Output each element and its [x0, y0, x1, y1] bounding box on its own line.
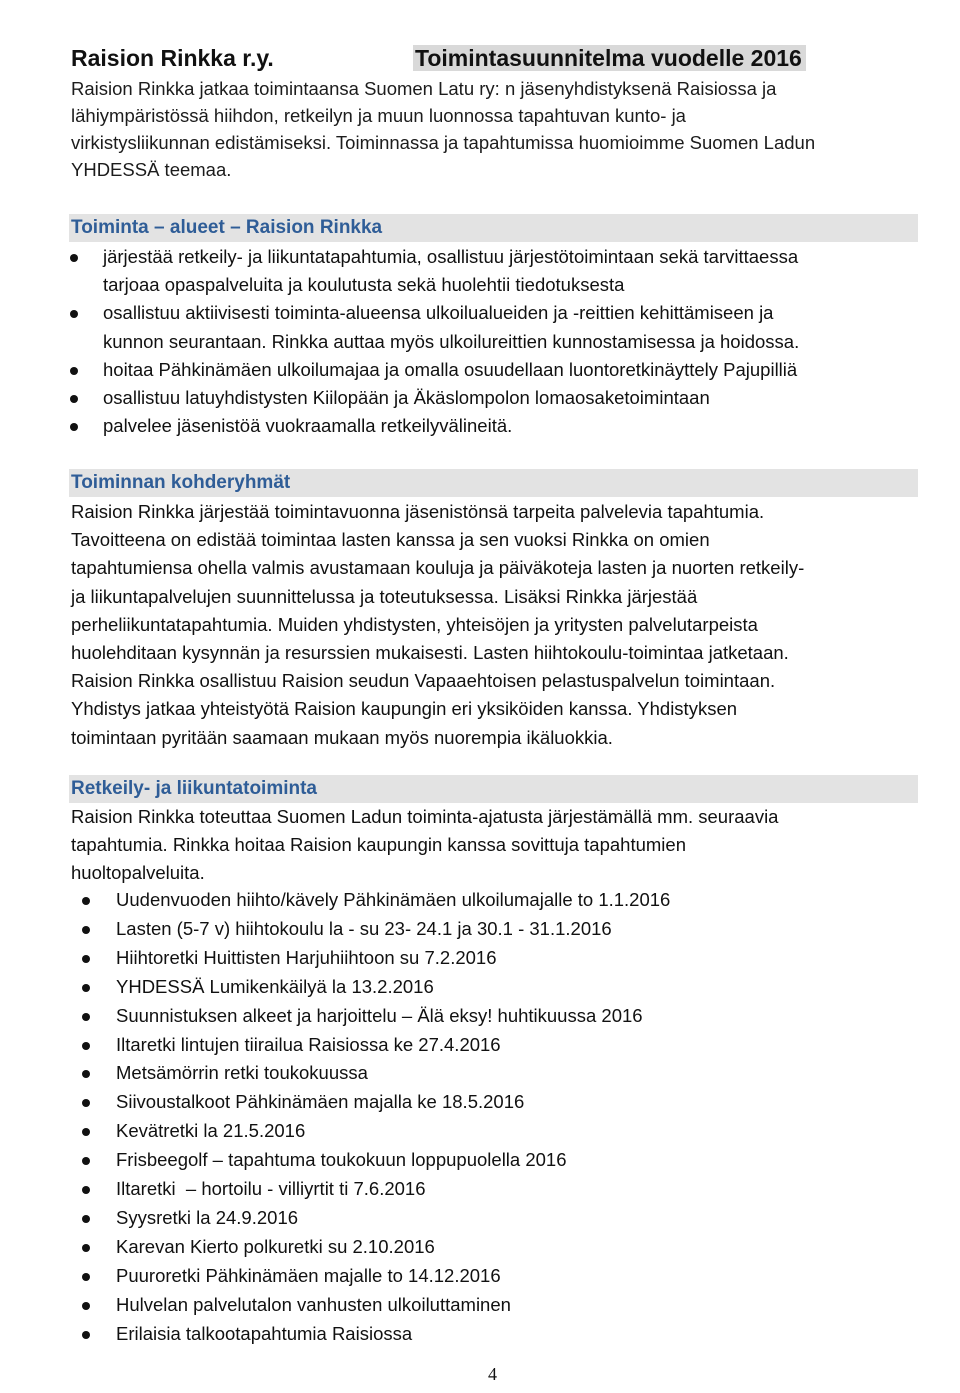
page-number: 4 — [488, 1364, 497, 1384]
list-item-line: kunnon seurantaan. Rinkka auttaa myös ulkoilureittien kunnostamisessa ja hoidossa. — [103, 330, 800, 352]
bullet-icon — [82, 1157, 90, 1165]
paragraph-line: Raision Rinkka osallistuu Raision seudun Vapaaehtoisen pelastuspalvelun toimintaan. — [71, 670, 776, 692]
list-item — [70, 299, 930, 355]
event-item — [82, 1233, 670, 1262]
event-label: Kevätretki la 21.5.2016 — [116, 1120, 306, 1142]
event-item — [82, 1146, 670, 1175]
event-item — [82, 1117, 670, 1146]
bullet-icon — [82, 926, 90, 934]
bullet-icon — [70, 367, 78, 375]
paragraph-line: ja liikuntapalvelujen suunnittelussa ja toteutuksessa. Lisäksi Rinkka järjestää — [71, 585, 698, 607]
list-item-line: järjestää retkeily- ja liikuntatapahtumia, osallistuu järjestötoimintaan sekä tarvittaessa — [103, 246, 799, 267]
paragraph-line: tapahtumia. Rinkka hoitaa Raision kaupungin kanssa sovittuja tapahtumien — [71, 834, 686, 856]
intro-line: YHDESSÄ teemaa. — [71, 159, 232, 180]
event-label: Puuroretki Pähkinämäen majalle to 14.12.2016 — [116, 1264, 501, 1286]
event-label: Iltaretki – hortoilu - villiyrtit ti 7.6.2016 — [116, 1178, 426, 1200]
list-item-line: osallistuu latuyhdistysten Kiilopään ja Äkäslompolon lomaosaketoimintaan — [103, 387, 710, 409]
event-label: Erilaisia talkootapahtumia Raisiossa — [116, 1322, 413, 1344]
intro-paragraph — [71, 75, 931, 183]
bullet-icon — [82, 1042, 90, 1050]
list-item-line: palvelee jäsenistöä vuokraamalla retkeilyvälineitä. — [103, 415, 513, 437]
paragraph-line: huoltopalveluita. — [71, 862, 205, 884]
bullet-icon — [82, 1099, 90, 1107]
paragraph-line: Raision Rinkka toteuttaa Suomen Ladun toiminta-ajatusta järjestämällä mm. seuraavia — [71, 806, 779, 827]
list-item-line: osallistuu aktiivisesti toiminta-alueensa ulkoilualueiden ja -reittien kehittämiseen ja — [103, 302, 774, 324]
event-item — [82, 886, 670, 915]
bullet-icon — [70, 310, 78, 318]
event-label: Suunnistuksen alkeet ja harjoittelu – Älä eksy! huhtikuussa 2016 — [116, 1004, 643, 1026]
event-item — [82, 1291, 670, 1320]
paragraph-line: perheliikuntatapahtumia. Muiden yhdistysten, yhteisöjen ja yritysten palvelutarpeista — [71, 613, 758, 635]
event-label: Metsämörrin retki toukokuussa — [116, 1062, 368, 1084]
event-item — [82, 973, 670, 1002]
section-heading-toiminta-alueet: Toiminta – alueet – Raision Rinkka — [69, 214, 918, 242]
bullet-icon — [70, 395, 78, 403]
list-item-line: tarjoaa opaspalveluita ja koulutusta sekä huolehtii tiedotuksesta — [103, 274, 625, 296]
bullet-icon — [82, 955, 90, 963]
organization-name: Raision Rinkka r.y. — [71, 45, 274, 71]
bullet-icon — [82, 1128, 90, 1136]
document-header — [71, 43, 806, 73]
paragraph-line: tapahtumiensa ohella valmis avustamaan kouluja ja päiväkoteja lasten ja nuorten retkeily- — [71, 557, 805, 579]
toiminta-alueet-list — [70, 243, 930, 440]
event-label: Siivoustalkoot Pähkinämäen majalla ke 18.5.2016 — [116, 1091, 525, 1113]
list-item — [70, 243, 930, 299]
event-item — [82, 1320, 670, 1349]
event-label: Lasten (5-7 v) hiihtokoulu la - su 23- 24.1 ja 30.1 - 31.1.2016 — [116, 917, 612, 939]
list-item — [70, 412, 930, 440]
section-heading-kohderyhmat: Toiminnan kohderyhmät — [69, 469, 918, 497]
event-item — [82, 1059, 670, 1088]
event-item — [82, 1002, 670, 1031]
document-title: Toimintasuunnitelma vuodelle 2016 — [413, 45, 806, 71]
event-item — [82, 1262, 670, 1291]
intro-line: lähiympäristössä hiihdon, retkeilyn ja muun luonnossa tapahtuvan kunto- ja — [71, 105, 686, 126]
event-label: Iltaretki lintujen tiirailua Raisiossa ke 27.4.2016 — [116, 1033, 501, 1055]
bullet-icon — [70, 254, 78, 262]
bullet-icon — [82, 1186, 90, 1194]
section-heading-retkeily: Retkeily- ja liikuntatoiminta — [69, 775, 918, 803]
bullet-icon — [82, 1273, 90, 1281]
bullet-icon — [82, 1331, 90, 1339]
event-label: Uudenvuoden hiihto/kävely Pähkinämäen ulkoilumajalle to 1.1.2016 — [116, 889, 671, 910]
event-item — [82, 1204, 670, 1233]
bullet-icon — [82, 1244, 90, 1252]
paragraph-line: toimintaan pyritään saamaan mukaan myös nuorempia ikäluokkia. — [71, 726, 613, 748]
event-label: Hiihtoretki Huittisten Harjuhiihtoon su 7.2.2016 — [116, 946, 497, 968]
event-item — [82, 1031, 670, 1060]
bullet-icon — [82, 1013, 90, 1021]
bullet-icon — [82, 1070, 90, 1078]
list-item-line: hoitaa Pähkinämäen ulkoilumajaa ja omalla osuudellaan luontoretkinäyttely Pajupilliä — [103, 358, 798, 380]
paragraph-line: Raision Rinkka järjestää toimintavuonna jäsenistönsä tarpeita palvelevia tapahtumia. — [71, 501, 765, 522]
event-label: Syysretki la 24.9.2016 — [116, 1206, 299, 1228]
intro-line: virkistysliikunnan edistämiseksi. Toiminnassa ja tapahtumissa huomioimme Suomen Ladun — [71, 132, 816, 153]
event-label: YHDESSÄ Lumikenkäilyä la 13.2.2016 — [116, 975, 434, 997]
event-item — [82, 944, 670, 973]
list-item — [70, 384, 930, 412]
bullet-icon — [82, 1215, 90, 1223]
event-item — [82, 915, 670, 944]
bullet-icon — [82, 897, 90, 905]
event-label: Hulvelan palvelutalon vanhusten ulkoiluttaminen — [116, 1293, 511, 1315]
bullet-icon — [82, 984, 90, 992]
event-item — [82, 1175, 670, 1204]
paragraph-line: Yhdistys jatkaa yhteistyötä Raision kaupungin eri yksiköiden kanssa. Yhdistyksen — [71, 698, 738, 720]
paragraph-line: huolehditaan kysynnän ja resurssien mukaisesti. Lasten hiihtokoulu-toimintaa jatketaan. — [71, 642, 789, 664]
retkeily-paragraph — [71, 803, 921, 888]
kohderyhmat-paragraph — [71, 498, 921, 752]
event-label: Karevan Kierto polkuretki su 2.10.2016 — [116, 1235, 435, 1257]
bullet-icon — [82, 1302, 90, 1310]
intro-line: Raision Rinkka jatkaa toimintaansa Suomen Latu ry: n jäsenyhdistyksenä Raisiossa ja — [71, 78, 777, 99]
event-item — [82, 1088, 670, 1117]
list-item — [70, 356, 930, 384]
paragraph-line: Tavoitteena on edistää toimintaa lasten kanssa ja sen vuoksi Rinkka on omien — [71, 529, 710, 551]
event-label: Frisbeegolf – tapahtuma toukokuun loppupuolella 2016 — [116, 1149, 567, 1171]
bullet-icon — [70, 423, 78, 431]
events-list — [82, 886, 670, 1349]
